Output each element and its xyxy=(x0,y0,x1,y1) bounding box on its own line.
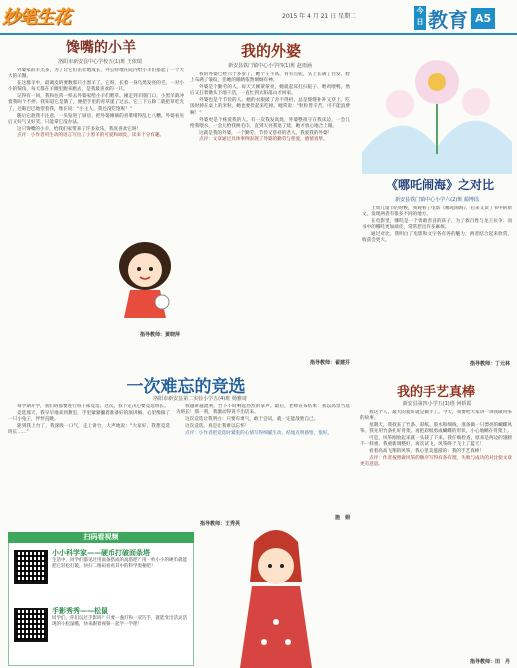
section-header xyxy=(414,4,495,32)
article-byline: 新安县第四小学五(1)班 何娇霞 xyxy=(402,401,472,407)
today-label: 今日 xyxy=(414,6,426,30)
header-rule xyxy=(0,33,517,35)
paragraph: 在这群羊中，最调皮的要数那只小黑羊了。它呀，长着一身乌黑发亮的毛，一对小小的犄角，每天都在羊圈里跑来跑去，是我最喜欢的一只。 xyxy=(8,81,184,93)
edition-date: 2015 年 4 月 21 日 星期二 xyxy=(282,13,357,20)
teacher-credit: 指导教师：田 丹 xyxy=(469,659,510,665)
paragraph: 随后它趁我不注意，一头钻进了厨房，把外婆刚摘的青菜啃得乱七八糟。外婆看见后又好气又好笑，只能拿它没办法。 xyxy=(8,113,184,125)
article-body xyxy=(362,206,512,356)
paragraph: 每学期开学，我们班都要进行班干部竞选。这次，我下定决心要竞选班长。 xyxy=(17,404,169,409)
qr-item-title: 手影秀秀——松鼠 xyxy=(52,607,108,615)
teacher-credit: 指导教师：丁元林 xyxy=(469,361,510,367)
paragraph: 上周儿童节的时候，我观看了电影《哪吒闹海》，后来又读了书中的原文，发现两者有很多不同的地方。 xyxy=(362,206,512,218)
paragraph: 外婆更是个疼爱我的人。有一次我发高烧，外婆整夜守在我床边，一会儿给我喂水，一会儿给我换毛巾，直到天亮我退了烧，她才放心地合上眼。 xyxy=(190,117,350,129)
teacher-credit: 指导教师：黄晓萍 xyxy=(139,332,180,338)
teacher-credit: 指导教师：王秀英 xyxy=(200,521,241,527)
article-body xyxy=(190,72,350,358)
page-number: A5 xyxy=(471,8,495,29)
paragraph: 星期天，我找来了竹条、彩纸、胶水和细线，准备做一只漂亮的蝴蝶风筝。我先用竹条扎好骨架，再把彩纸剪成蝴蝶的形状，小心地糊在骨架上。 xyxy=(360,423,512,435)
article-title: 我的手艺真棒 xyxy=(396,385,475,400)
paragraph: 外婆也是个节俭的人。她的衣服破了舍不得扔，总是缝缝补补又穿上。吃饭时掉在桌上的米粒，她也要捡起来吃掉。她常说：“粒粒皆辛苦，可不能浪费啊！” xyxy=(190,98,350,116)
article-title: 我的外婆 xyxy=(240,42,301,60)
paragraph: 我越讲越流利，台下不时响起热烈的掌声。最后，老师宣布结果：我以高票当选为班长！那一刻，我激动得说不出话来。 xyxy=(176,404,350,416)
article-byline: 新安县铁门镇中心小学四(1)班 赵雨涵 xyxy=(228,63,312,69)
article-body-left xyxy=(8,404,170,514)
teacher-credit: 指导教师：翟建芬 xyxy=(309,360,350,366)
paragraph: 看着高高飞翔的风筝，我心里美滋滋的：我的手艺真棒！ xyxy=(369,449,484,455)
paragraph: 我这个人，最大的爱好就是做手工。今天，我要给大家讲一讲我做风筝的故事。 xyxy=(360,410,512,422)
qr-box-heading: 扫码看视频 xyxy=(8,532,194,543)
paragraph: 在电影里，哪吒是一个勇敢善良的孩子，为了救百姓与龙王抗争；而书中的哪吒更加顽皮，常常惹出许多麻烦。 xyxy=(362,219,512,231)
paragraph: 这就是我的外婆，一个勤劳、节俭又慈祥的老人。我爱我的外婆！ xyxy=(199,130,333,136)
paragraph: 这次竞选让我明白：只要有勇气，敢于尝试，就一定能战胜自己。 xyxy=(185,417,319,423)
paragraph: 外婆家的羊羔多，为了让它们茁壮地成长，外公特地在院内给小羊们搭起了一个大大的羊圈。 xyxy=(8,68,184,80)
article-byline: 洛阳市新安县中心学校五(1)班 王依瑞 xyxy=(58,59,142,65)
section-name: 教育 xyxy=(428,7,468,32)
qr-item-title: 小小科学家——硬币打破面条塔 xyxy=(52,549,150,557)
paragraph: 记得有一回，我和往常一样去外婆家给小羊们喂草。刚走到羊圈门口，小黑羊就冲着我叫个不停。我知道它是饿了，便把手里的青草递了过去。它三下五除二就把草吃光了，还眼巴巴地望着我，像在说：“小主人，我还没吃饱呢！” xyxy=(8,94,184,112)
paragraph: 这只馋嘴的小羊，给我们家带来了许多欢乐，我真喜欢它呀！ xyxy=(17,126,142,132)
comment: 点评：作者按照做风筝的顺序写得有条有理，失败与成功的对比使文章更有意思。 xyxy=(360,456,512,468)
comment: 点评：文章通过具体事例表现了外婆的勤劳与慈爱，感情真挚。 xyxy=(199,137,328,143)
comment: 点评：小作者把竞选时紧张的心情写得细腻生动，结尾点明感悟，很好。 xyxy=(185,430,333,436)
qr-item-text: 生活中，同学们都见过用面条搭成的高塔吧？用一枚小小的硬币就能把它轻松打破，快扫二维码看看其中的科学奥秘吧！ xyxy=(52,558,187,569)
article-byline: 洛阳市新安县第二实验小学五(4)班 杨雅琦 xyxy=(153,396,247,402)
paragraph: 外婆是个勤劳的人。每天天刚蒙蒙亮，她就起床打扫院子、喂鸡喂鸭，然后又扛着锄头下地干活，一直忙到太阳落山才回家。 xyxy=(190,85,350,97)
paragraph: 竞选那天，我早早地来到教室，手里紧紧攥着准备好的演讲稿，心里像揣了一只小兔子，怦怦直跳。 xyxy=(8,410,170,423)
article-byline: 新安县铁门镇中心小学六(2)班 蔺博瑶 xyxy=(395,197,479,203)
girl-illustration xyxy=(106,232,184,320)
section-logo: 妙笔生花 xyxy=(2,7,70,28)
article-body xyxy=(360,410,512,660)
paragraph: 通过对比，我明白了电影和文字各有各的魅力，两者结合起来欣赏，收获会更大。 xyxy=(362,232,512,244)
paragraph: 这次竞选，真是让我难以忘怀！ xyxy=(185,423,250,429)
article-title: 一次难忘的竞选 xyxy=(126,377,246,397)
teacher-credit-2: 施 娟 xyxy=(334,515,350,521)
child-illustration xyxy=(194,522,358,668)
paragraph: 轮到我上台了，我深吸一口气，走上讲台，大声地说：“大家好，我想竞选班长……” xyxy=(8,423,170,436)
article-title: 馋嘴的小羊 xyxy=(66,40,136,56)
qr-code-2[interactable] xyxy=(14,608,48,642)
paragraph: 我的外婆已经六十多岁了，她个子不高，背有点驼，头上长满了白发，脸上布满了皱纹，但她的眼睛依然炯炯有神。 xyxy=(190,72,350,84)
article-body-right xyxy=(176,404,350,524)
flower-illustration xyxy=(362,42,512,174)
article-title: 《哪吒闹海》之对比 xyxy=(385,178,494,192)
qr-item-text: 同学们，你们玩过手影吗？只要一盏灯和一双巧手，就能变出活灵活现的小松鼠哦，快来跟着视频一起学一学吧！ xyxy=(52,616,187,627)
comment: 点评：小作者用生动的语言写出了小黑羊的可爱和顽皮，读来十分有趣。 xyxy=(17,133,165,139)
qr-code-1[interactable] xyxy=(14,550,48,584)
paragraph: 可是，风筝刚放起来就一头栽了下来。我仔细检查，原来是两边的翅膀不一样重。我重新调整好，再次试飞，风筝终于飞上了蓝天！ xyxy=(360,436,512,448)
